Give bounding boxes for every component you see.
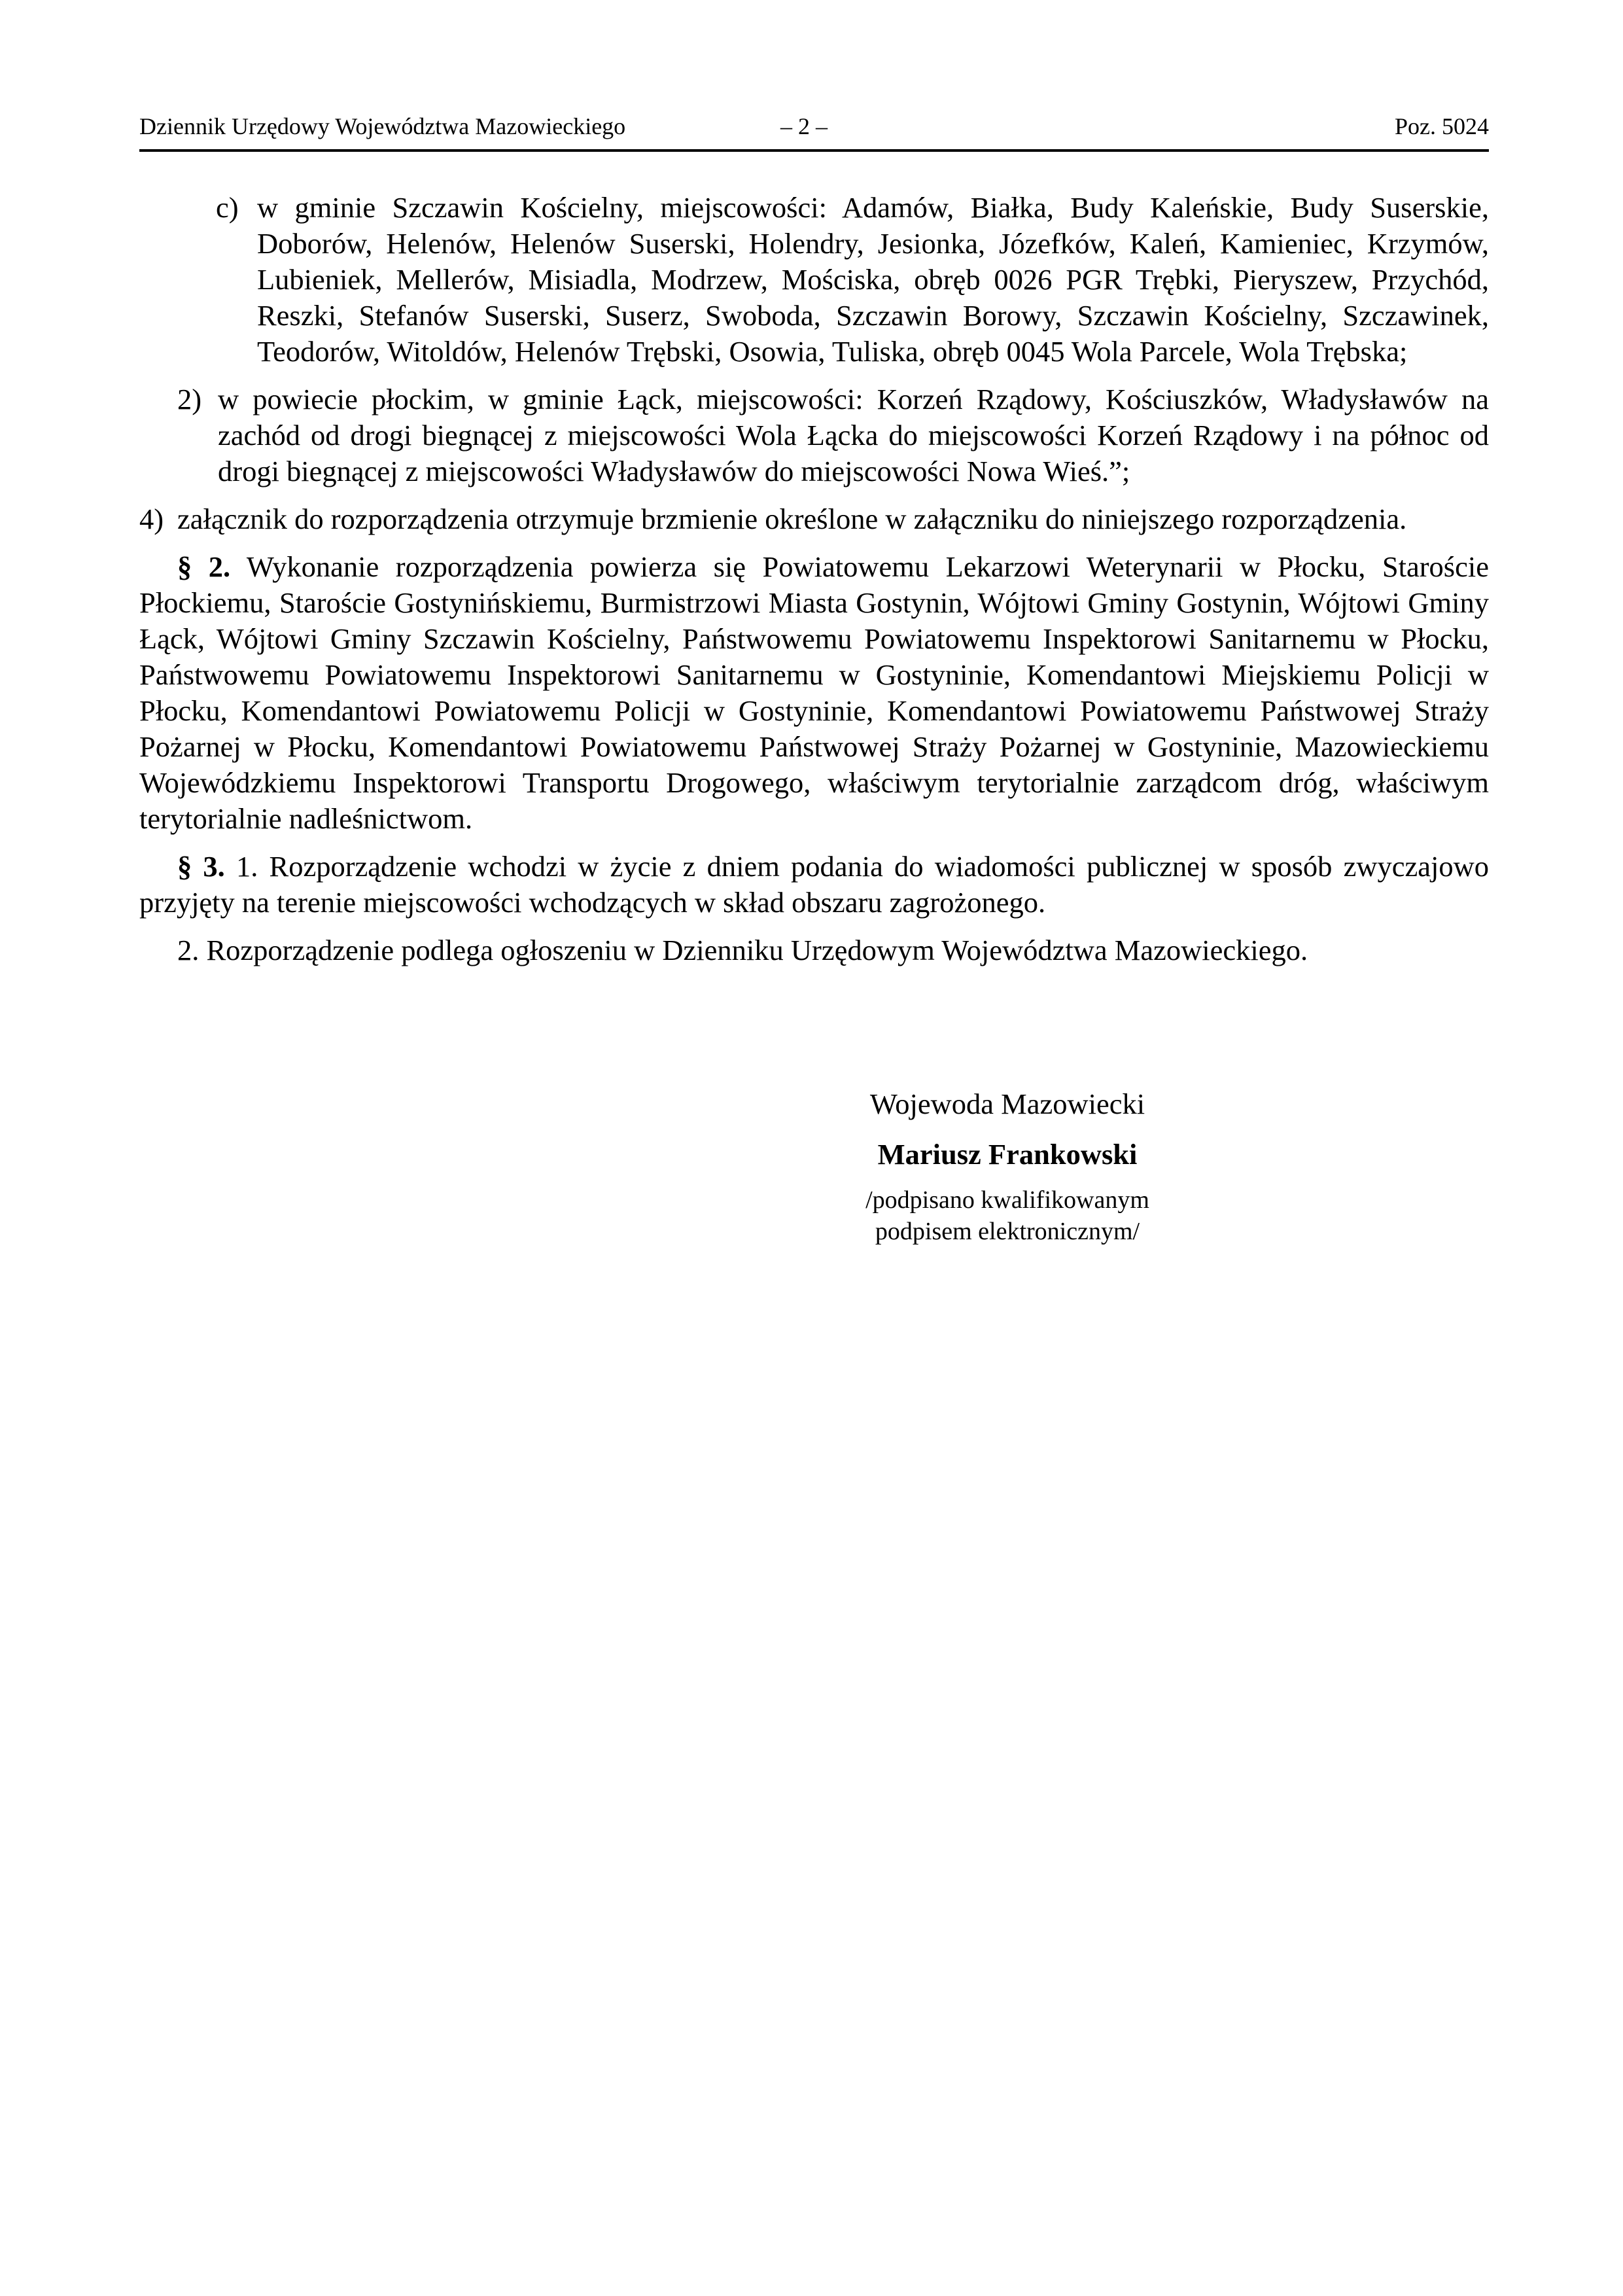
signatory-title: Wojewoda Mazowiecki [869,1087,1145,1120]
list-item [139,501,1489,537]
signature-note [837,1184,1178,1247]
section-2-text: Wykonanie rozporządzenia powierza się Powiatowemu Lekarzowi Weterynarii w Płocku, Staroście Płockiemu, Staroście Gostynińskiemu, Burmistrzowi Miasta Gostynin, Wójtowi Gminy Gostynin, Wójtowi Gminy Łąck, Wójtowi Gminy Szczawin Kościelny, Państwowemu Powiatowemu Inspektorowi Sanitarnemu w Płocku, Państwowemu Powiatowemu Inspektorowi Sanitarnemu w Gostyninie, Komendantowi Miejskiemu Policji w Płocku, Komendantowi Powiatowemu Policji w Gostyninie, Komendantowi Powiatowemu Państwowej Straży Pożarnej w Płocku, Komendantowi Powiatowemu Państwowej Straży Pożarnej w Gostyninie, Mazowieckiemu Wojewódzkiemu Inspektorowi Transportu Drogowego, właściwym terytorialnie zarządcom dróg, właściwym terytorialnie nadleśnictwom. [139,550,1489,835]
section-2-label: § 2. [177,550,231,583]
section-3-text: 1. Rozporządzenie wchodzi w życie z dniem podania do wiadomości publicznej w sposób zwyczajowo przyjęty na terenie miejscowości wchodzących w skład obszaru zagrożonego. [139,850,1490,919]
page-header [139,110,1489,152]
section-3-label: § 3. [177,850,225,883]
list-item-text: w gminie Szczawin Kościelny, miejscowości: Adamów, Białka, Budy Kaleńskie, Budy Suserskie, Doborów, Helenów, Helenów Suserski, Holendry, Jesionka, Józefków, Kaleń, Kamieniec, Krzymów, Lubieniek, Mellerów, Misiadla, Modrzew, Mościska, obręb 0026 PGR Trębki, Pieryszew, Przychód, Reszki, Stefanów Suserski, Suserz, Swoboda, Szczawin Borowy, Szczawin Kościelny, Szczawinek, Teodorów, Witoldów, Helenów Trębski, Osowia, Tuliska, obręb 0045 Wola Parcele, Wola Trębska; [257,191,1489,368]
list-marker: c) [216,191,239,224]
list-item-text: załącznik do rozporządzenia otrzymuje brzmienie określone w załączniku do niniejszego rozporządzenia. [177,503,1407,535]
signatory-name: Mariusz Frankowski [877,1138,1138,1171]
list-item [139,381,1489,489]
position-number: Poz. 5024 [1395,113,1489,139]
document-body [139,190,1489,980]
journal-title: Dziennik Urzędowy Województwa Mazowieckiego [139,113,626,139]
signature-block [837,1086,1178,1247]
section-2-paragraph [139,549,1489,837]
list-marker: 4) [139,503,164,535]
section-3-paragraph-2: 2. Rozporządzenie podlega ogłoszeniu w Dzienniku Urzędowym Województwa Mazowieckiego. [177,934,1308,966]
list-marker: 2) [177,383,202,415]
signature-note-line-1: /podpisano kwalifikowanym [865,1186,1149,1214]
page-number: – 2 – [780,113,828,139]
list-item [139,190,1489,370]
section-3-paragraph [139,849,1489,921]
list-item-text: w powiecie płockim, w gminie Łąck, miejscowości: Korzeń Rządowy, Kościuszków, Władysławów na zachód od drogi biegnącej z miejscowości Wola Łącka do miejscowości Korzeń Rządowy i na północ od drogi biegnącej z miejscowości Władysławów do miejscowości Nowa Wieś.”; [218,383,1489,487]
signature-note-line-2: podpisem elektronicznym/ [875,1218,1140,1245]
